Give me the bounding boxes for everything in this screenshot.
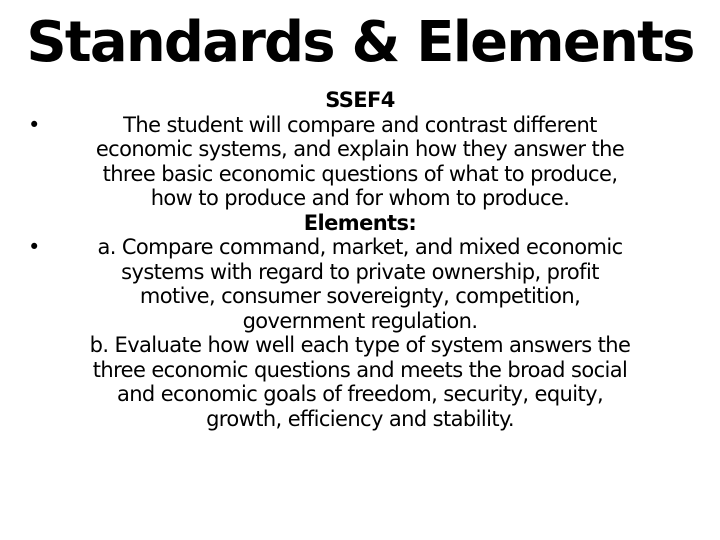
standard-code: SSEF4 xyxy=(325,88,395,112)
standard-text-line: how to produce and for whom to produce. xyxy=(150,186,570,210)
bullet-icon: • xyxy=(28,112,40,137)
element-a-line: systems with regard to private ownership, profit xyxy=(121,259,599,284)
standard-text-line: economic systems, and explain how they answer the xyxy=(95,137,625,161)
bullet-icon: • xyxy=(28,235,40,259)
elements-bullet xyxy=(0,235,720,431)
standard-text-line: three basic economic questions of what to produce, xyxy=(102,161,618,186)
element-a-line: a. Compare command, market, and mixed economic xyxy=(97,235,623,259)
slide-title: Standards & Elements xyxy=(26,10,694,75)
standard-text-line: The student will compare and contrast different xyxy=(123,112,597,137)
element-a-line: government regulation. xyxy=(242,308,478,333)
standard-bullet xyxy=(0,113,720,211)
element-a-line: motive, consumer sovereignty, competition, xyxy=(139,284,581,308)
element-b-line: growth, efficiency and stability. xyxy=(206,406,514,431)
element-b-line: b. Evaluate how well each type of system answers the xyxy=(89,333,631,357)
elements-heading: Elements: xyxy=(303,210,417,235)
slide-body xyxy=(0,88,720,431)
element-b-line: and economic goals of freedom, security, equity, xyxy=(116,382,604,406)
element-b-line: three economic questions and meets the broad social xyxy=(92,357,628,382)
